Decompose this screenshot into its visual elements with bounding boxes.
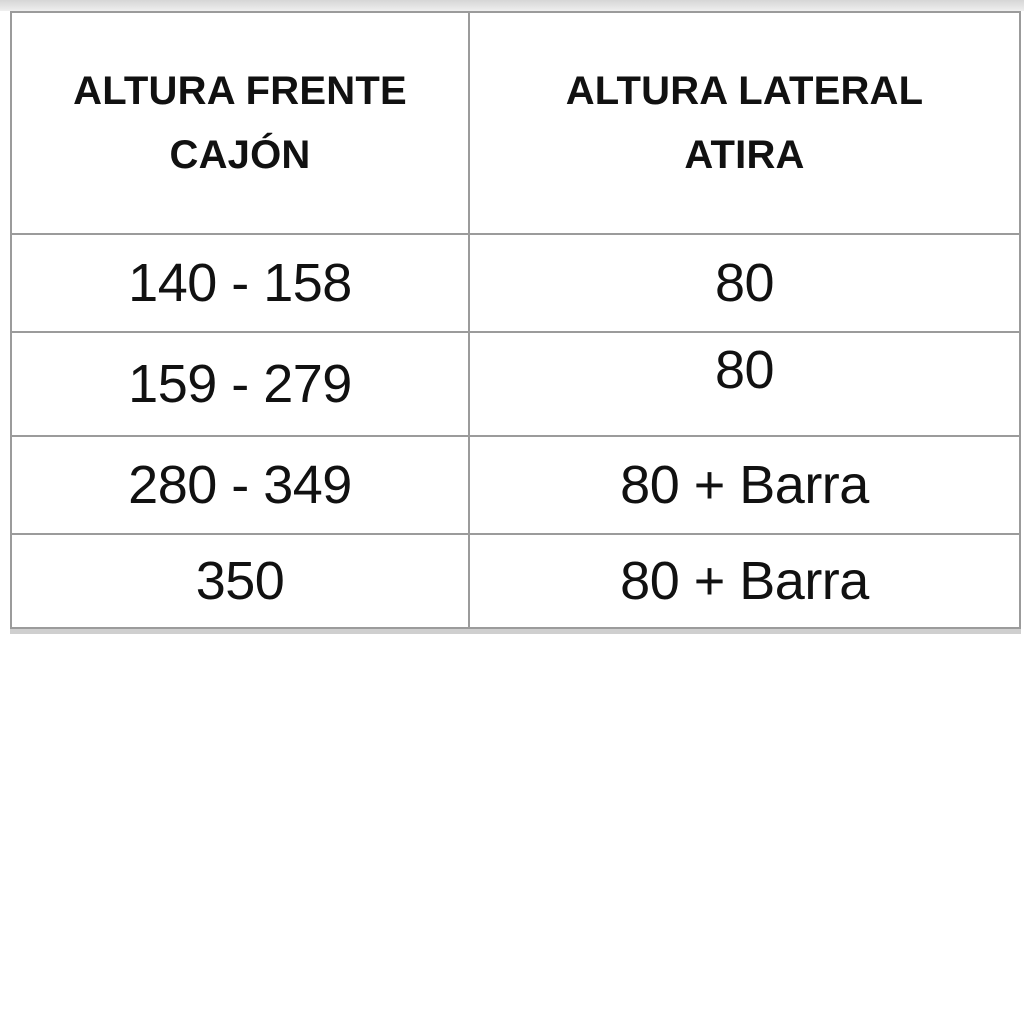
top-edge-strip	[0, 0, 1024, 11]
cell-altura-lateral: 80	[469, 234, 1020, 332]
table-row	[11, 534, 1020, 628]
cell-altura-frente: 280 - 349	[11, 436, 469, 534]
header-line: ALTURA FRENTE	[73, 69, 407, 113]
cell-altura-lateral: 80 + Barra	[469, 534, 1020, 628]
drawer-height-table	[10, 11, 1021, 629]
cell-altura-frente: 350	[11, 534, 469, 628]
header-row	[11, 12, 1020, 234]
table-row	[11, 332, 1020, 436]
cell-altura-frente: 140 - 158	[11, 234, 469, 332]
table-row	[11, 436, 1020, 534]
header-line: ALTURA LATERAL	[565, 69, 924, 113]
cell-altura-lateral: 80 + Barra	[469, 436, 1020, 534]
header-line: CAJÓN	[169, 133, 311, 177]
table-row	[11, 234, 1020, 332]
header-line: ATIRA	[684, 133, 805, 177]
cell-altura-lateral: 80	[469, 332, 1020, 436]
cell-altura-frente: 159 - 279	[11, 332, 469, 436]
column-header-altura-lateral-atira	[469, 12, 1020, 234]
column-header-altura-frente-cajon	[11, 12, 469, 234]
